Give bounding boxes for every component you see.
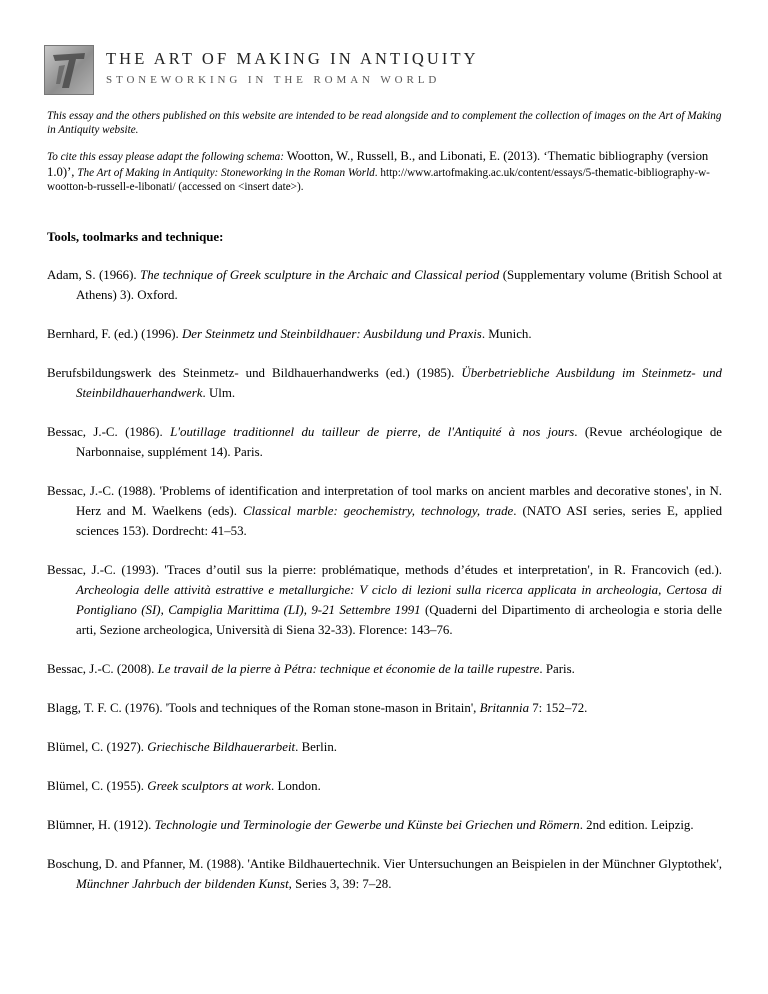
reference-entry bbox=[47, 324, 722, 344]
reference-title: Münchner Jahrbuch der bildenden Kunst bbox=[76, 877, 289, 892]
citation-block: To cite this essay please adapt the following schema: Wootton, W., Russell, B., and Libonati, E. (2013). ‘Thematic bibliography (version 1.0)’, The Art of Making in Antiquity: Stoneworking in the Roman World. http://www.artofmaking.ac.uk/content/essays/5-thematic-bibliography-w-wootton-b-russell-e-libonati/ (accessed on <insert date>). bbox=[47, 149, 710, 193]
reference-entry bbox=[47, 481, 722, 541]
section-heading: Tools, toolmarks and technique: bbox=[47, 230, 224, 245]
reference-title: Griechische Bildhauerarbeit bbox=[147, 740, 296, 755]
reference-authors: Bessac, J.-C. (1986). bbox=[47, 425, 171, 440]
reference-authors: Bessac, J.-C. (1988). 'Problems of identification and interpretation of tool marks on ancient marbles and decorative stones', in N. Herz and M. Waelkens (eds). bbox=[47, 484, 722, 519]
citation-publication: The Art of Making in Antiquity: Stoneworking in the Roman World bbox=[77, 166, 375, 179]
site-subtitle: STONEWORKING IN THE ROMAN WORLD bbox=[106, 74, 441, 86]
reference-details: 7: 152–72. bbox=[529, 701, 588, 716]
reference-authors: Berufsbildungswerk des Steinmetz- und Bildhauerhandwerks (ed.) (1985). bbox=[47, 366, 462, 381]
citation-authors-title: Wootton, W., Russell, B., and Libonati, E. (2013). ‘Thematic bibliography (version 1.0)’, bbox=[47, 149, 709, 179]
reference-title: Greek sculptors at work bbox=[147, 779, 272, 794]
reference-title: Überbetriebliche Ausbildung im Steinmetz- und Steinbildhauerhandwerk bbox=[76, 366, 722, 401]
reference-title: Classical marble: geochemistry, technology, trade bbox=[242, 504, 514, 519]
reference-details: , Series 3, 39: 7–28. bbox=[288, 877, 392, 892]
reference-details: . (NATO ASI series, series E, applied sciences 153). Dordrecht: 41–53. bbox=[76, 504, 723, 539]
reference-entry bbox=[47, 422, 722, 462]
reference-details: . Paris. bbox=[539, 662, 575, 677]
reference-authors: Bernhard, F. (ed.) (1996). bbox=[47, 327, 182, 342]
reference-authors: Bessac, J.-C. (1993). 'Traces d’outil sus la pierre: problématique, methods d’études et interpretation', in R. Francovich (ed.). bbox=[47, 563, 722, 578]
reference-list bbox=[47, 265, 722, 894]
reference-entry bbox=[47, 659, 722, 679]
reference-authors: Blümel, C. (1927). bbox=[47, 740, 148, 755]
reference-details: (Quaderni del Dipartimento di archeologia e storia delle arti, Sezione archeologica, Università di Siena 32-33). Florence: 143–76. bbox=[76, 603, 722, 638]
reference-title: Le travail de la pierre à Pétra: technique et économie de la taille rupestre bbox=[157, 662, 540, 677]
reference-details: . 2nd edition. Leipzig. bbox=[579, 818, 694, 833]
reference-title: The technique of Greek sculpture in the Archaic and Classical period bbox=[140, 268, 500, 283]
reference-entry bbox=[47, 698, 722, 718]
reference-entry bbox=[47, 363, 722, 403]
reference-details: . Berlin. bbox=[295, 740, 338, 755]
reference-entry bbox=[47, 776, 722, 796]
intro-note: This essay and the others published on this website are intended to be read alongside and to complement the collection of images on the Art of Making in Antiquity website. bbox=[47, 110, 722, 136]
reference-entry bbox=[47, 737, 722, 757]
reference-title: Der Steinmetz und Steinbildhauer: Ausbildung und Praxis bbox=[182, 327, 482, 342]
reference-authors: Adam, S. (1966). bbox=[47, 268, 141, 283]
reference-details: . (Revue archéologique de Narbonnaise, supplément 14). Paris. bbox=[76, 425, 722, 460]
reference-details: . Ulm. bbox=[202, 386, 236, 401]
reference-title: L'outillage traditionnel du tailleur de pierre, de l'Antiquité à nos jours bbox=[170, 425, 575, 440]
reference-details: (Supplementary volume (British School at Athens) 3). Oxford. bbox=[76, 268, 722, 303]
essay-page bbox=[47, 110, 722, 913]
reference-title: Archeologia delle attività estrattive e metallurgiche: V ciclo di lezioni sulla ricerca applicata in archeologia, Certosa di Pontigliano (SI), Campiglia Marittima (LI), 9-21 Settembre 1991 bbox=[76, 583, 722, 618]
reference-authors: Boschung, D. and Pfanner, M. (1988). 'Antike Bildhauertechnik. Vier Untersuchungen an Beispielen in der Münchner Glyptothek', bbox=[47, 857, 722, 872]
reference-entry bbox=[47, 265, 722, 305]
reference-title: Technologie und Terminologie der Gewerbe und Künste bei Griechen und Römern bbox=[154, 818, 580, 833]
reference-authors: Bessac, J.-C. (2008). bbox=[47, 662, 158, 677]
citation-url[interactable]: http://www.artofmaking.ac.uk/content/essays/5-thematic-bibliography-w-wootton-b-russell-e-libonati/ (accessed on <insert date>). bbox=[47, 166, 710, 193]
reference-authors: Blagg, T. F. C. (1976). 'Tools and techniques of the Roman stone-mason in Britain', bbox=[47, 701, 480, 716]
site-title: THE ART OF MAKING IN ANTIQUITY bbox=[106, 49, 479, 68]
reference-authors: Blümner, H. (1912). bbox=[47, 818, 155, 833]
site-header bbox=[44, 45, 724, 97]
reference-entry bbox=[47, 815, 722, 835]
reference-details: . London. bbox=[271, 779, 321, 794]
reference-entry bbox=[47, 854, 722, 894]
reference-authors: Blümel, C. (1955). bbox=[47, 779, 148, 794]
citation-lead: To cite this essay please adapt the following schema: bbox=[47, 151, 284, 164]
reference-details: . Munich. bbox=[481, 327, 532, 342]
art-of-making-logo-icon bbox=[44, 45, 94, 95]
reference-title: Britannia bbox=[479, 701, 530, 716]
reference-entry bbox=[47, 560, 722, 640]
